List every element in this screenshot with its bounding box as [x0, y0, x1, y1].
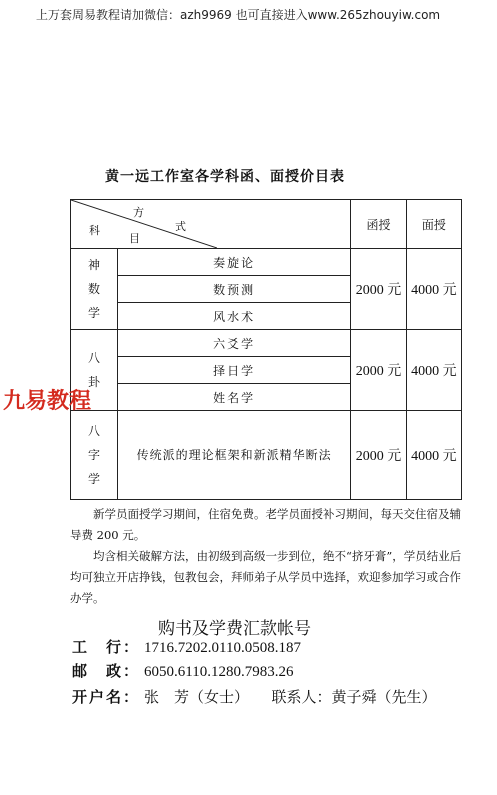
- account-holder-and-contact: 张 芳（女士） 联系人：黄子舜（先生）: [144, 688, 437, 706]
- subject-cell: 风水术: [118, 303, 351, 330]
- column-header-correspondence: 函授: [351, 200, 406, 249]
- diagonal-header-cell: [71, 200, 351, 249]
- note-paragraph: 均含相关破解方法，由初级到高级一步到位，绝不“挤牙膏”，学员结业后均可独立开店挣钱，包教包会，拜师弟子从学员中选择，欢迎参加学习或合作办学。: [70, 549, 462, 605]
- account-holder-line: [72, 686, 437, 707]
- note-paragraph: 新学员面授学习期间，住宿免费。老学员面授补习期间，每天交住宿及辅导费 200 元。: [70, 507, 461, 542]
- subject-cell: 择日学: [118, 357, 351, 384]
- subject-cell: 六爻学: [118, 330, 351, 357]
- price-in-person: 4000 元: [406, 411, 461, 500]
- table-row: [71, 249, 462, 276]
- category-cell: 八 卦: [71, 330, 118, 411]
- corner-label-subject-2: 目: [129, 232, 140, 245]
- subject-cell: 传统派的理论框架和新派精华断法: [118, 411, 351, 500]
- account-label: 工 行：: [72, 638, 141, 656]
- price-table: [70, 199, 462, 500]
- column-header-in-person: 面授: [406, 200, 461, 249]
- brand-stamp: 九易教程: [3, 389, 92, 414]
- price-in-person: 4000 元: [406, 330, 461, 411]
- account-number: 1716.7202.0110.0508.187: [144, 640, 301, 656]
- table-header-row: [71, 200, 462, 249]
- price-correspondence: 2000 元: [351, 330, 406, 411]
- price-correspondence: 2000 元: [351, 411, 406, 500]
- corner-label-method-1: 方: [133, 206, 144, 219]
- account-label: 开户名：: [72, 688, 141, 706]
- account-section-title: 购书及学费汇款帐号: [158, 619, 311, 639]
- price-in-person: 4000 元: [406, 249, 461, 330]
- category-cell: 八 字 学: [71, 411, 118, 500]
- account-label: 邮 政：: [72, 662, 141, 680]
- account-line-icbc: [72, 636, 301, 657]
- watermark-text: 上万套周易教程请加微信：azh9969 也可直接进入www.265zhouyiw.com: [36, 8, 441, 22]
- page-title: 黄一远工作室各学科函、面授价目表: [105, 169, 345, 185]
- table-row: [71, 330, 462, 357]
- subject-cell: 数预测: [118, 276, 351, 303]
- corner-label-subject-1: 科: [89, 224, 100, 237]
- table-row: [71, 411, 462, 500]
- account-number: 6050.6110.1280.7983.26: [144, 664, 294, 680]
- corner-label-method-2: 式: [175, 220, 186, 233]
- account-line-postal: [72, 660, 293, 681]
- category-cell: 神 数 学: [71, 249, 118, 330]
- price-correspondence: 2000 元: [351, 249, 406, 330]
- subject-cell: 奏旋论: [118, 249, 351, 276]
- subject-cell: 姓名学: [118, 384, 351, 411]
